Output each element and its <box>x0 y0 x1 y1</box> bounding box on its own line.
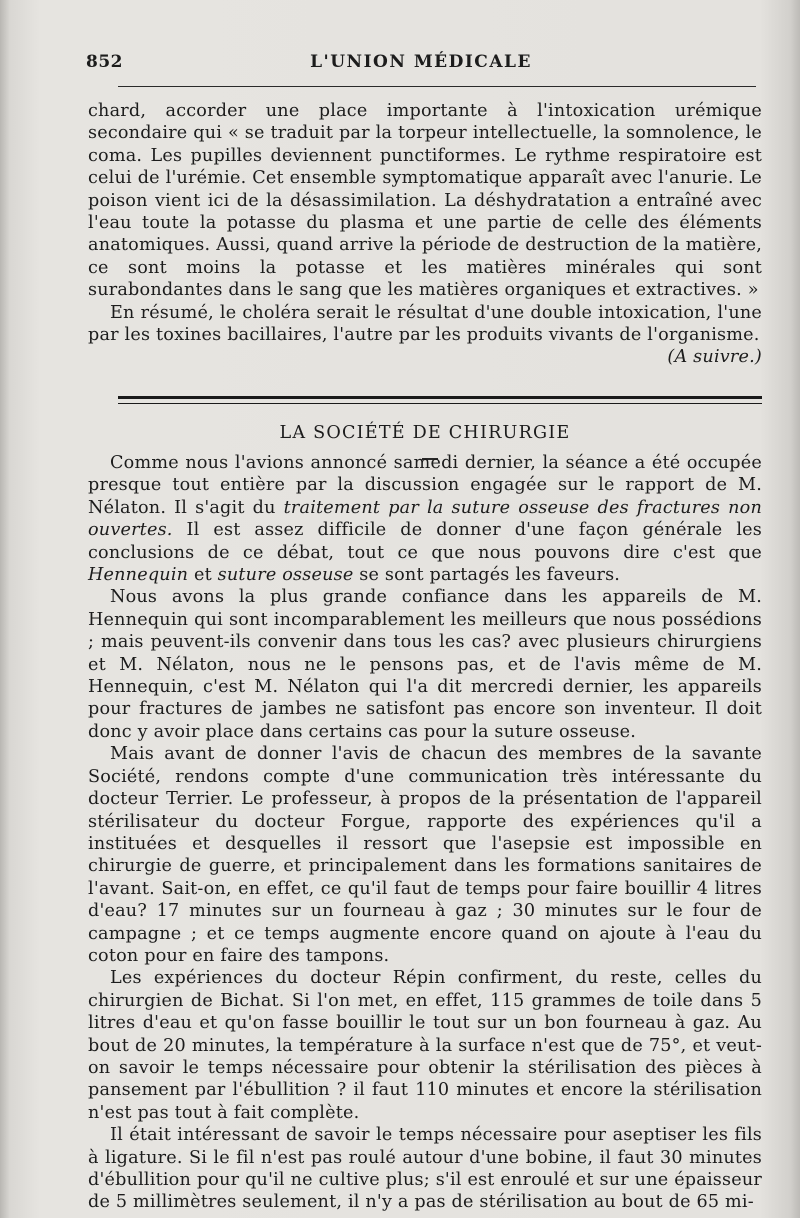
paragraph: Nous avons la plus grande confiance dans les appareils de M. Hennequin qui sont incomparablement les meilleurs que nous possédions ; mais peuvent-ils convenir dans tous les cas? avec plusieurs chirurgiens et M. Nélaton, nous ne le pensons pas, et de l'avis même de M. Hennequin, c'est M. Nélaton qui l'a dit mercredi dernier, les appareils pour fractures de jambes ne satisfont pas encore son inventeur. Il doit donc y avoir place dans certains cas pour la suture osseuse. <box>88 587 762 742</box>
page-header <box>86 52 756 74</box>
paragraph: En résumé, le choléra serait le résultat d'une double intoxication, l'une par les toxines bacillaires, l'autre par les produits vivants de l'organisme. <box>88 302 762 346</box>
article-body <box>88 452 762 1214</box>
header-rule <box>118 86 756 87</box>
page-number: 852 <box>86 52 123 72</box>
section-divider-secondary <box>118 403 762 404</box>
section-title: LA SOCIÉTÉ DE CHIRURGIE <box>279 423 571 443</box>
section-divider <box>118 396 762 399</box>
running-title: L'UNION MÉDICALE <box>310 52 532 72</box>
continuation-note: (A suivre.) <box>667 347 762 368</box>
paragraph: Mais avant de donner l'avis de chacun des membres de la savante Société, rendons compte d'une communication très intéressante du docteur Terrier. Le professeur, à propos de la présentation de l'appareil stérilisateur du docteur Forgue, rapporte des expériences qu'il a instituées et desquelles il ressort que l'asepsie est impossible en chirurgie de guerre, et principalement dans les formations sanitaires de l'avant. Sait-on, en effet, ce qu'il faut de temps pour faire bouillir 4 litres d'eau? 17 minutes sur un fourneau à gaz ; 30 minutes sur le four de campagne ; et ce temps augmente encore quand on ajoute à l'eau du coton pour en faire des tampons. <box>88 744 762 966</box>
article-continuation <box>88 100 762 369</box>
paragraph: Comme nous l'avions annoncé samedi dernier, la séance a été occupée presque tout entière par la discussion engagée sur le rapport de M. Nélaton. Il s'agit du traitement par la suture osseuse des fractures non ouvertes. Il est assez difficile de donner d'une façon générale les conclusions de ce débat, tout ce que nous pouvons dire c'est que Hennequin et suture osseuse se sont partagés les faveurs. <box>88 453 762 586</box>
paragraph: Il était intéressant de savoir le temps nécessaire pour aseptiser les fils à ligature. Si le fil n'est pas roulé autour d'une bobine, il faut 30 minutes d'ébullition pour qu'il ne cultive plus; s'il est enroulé et sur une épaisseur de 5 millimètres seulement, il n'y a pas de stérilisation au bout de 65 mi- <box>88 1125 762 1213</box>
paragraph: Les expériences du docteur Répin confirment, du reste, celles du chirurgien de Bichat. Si l'on met, en effet, 115 grammes de toile dans 5 litres d'eau et qu'on fasse bouillir le tout sur un bon fourneau à gaz. Au bout de 20 minutes, la température à la surface n'est que de 75°, et veut-on savoir le temps nécessaire pour obtenir la stérilisation des pièces à pansement par l'ébullition ? il faut 110 minutes et encore la stérilisation n'est pas tout à fait complète. <box>88 968 762 1123</box>
paragraph: chard, accorder une place importante à l'intoxication urémique secondaire qui « se traduit par la torpeur intellectuelle, la somnolence, le coma. Les pupilles deviennent punctiformes. Le rythme respiratoire est celui de l'urémie. Cet ensemble symptomatique apparaît avec l'anurie. Le poison vient ici de la désassimilation. La déshydratation a entraîné avec l'eau toute la potasse du plasma et une partie de celle des éléments anatomiques. Aussi, quand arrive la période de destruction de la matière, ce sont moins la potasse et les matières minérales qui sont surabondantes dans le sang que les matières organiques et extractives. » <box>88 101 762 301</box>
